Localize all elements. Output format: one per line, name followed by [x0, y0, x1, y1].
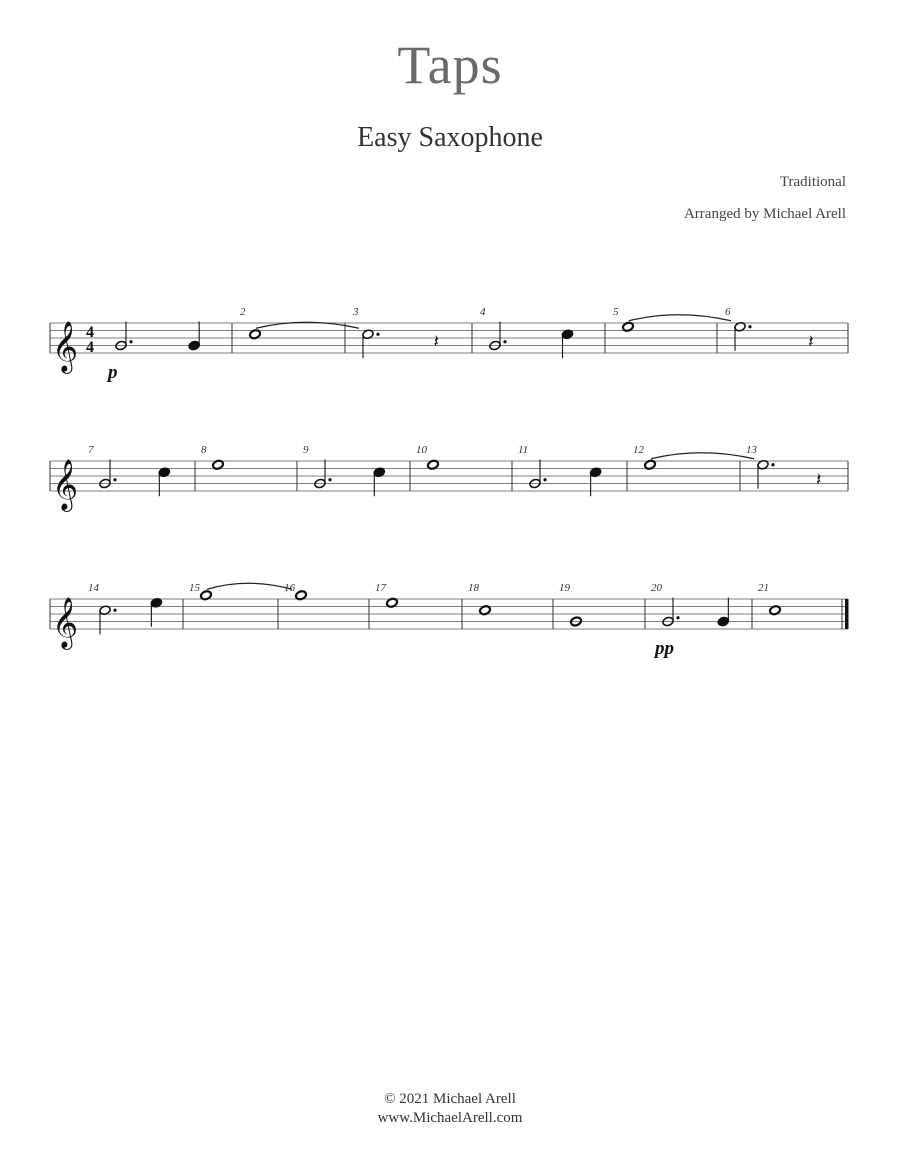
measure-number: 5	[613, 306, 619, 318]
measure-number: 3	[353, 306, 359, 318]
measure-number: 16	[284, 582, 295, 594]
treble-clef-icon: 𝄞	[52, 597, 79, 648]
augmentation-dot	[748, 325, 751, 328]
quarter-rest-icon: 𝄽	[433, 331, 440, 353]
augmentation-dot	[676, 616, 679, 619]
measure-number: 11	[518, 444, 529, 456]
measure-number: 19	[559, 582, 570, 594]
composer-credit: Traditional	[779, 174, 846, 190]
measure-number: 2	[240, 306, 246, 318]
dynamic-marking: pp	[655, 638, 674, 659]
treble-clef-icon: 𝄞	[52, 459, 79, 510]
augmentation-dot	[113, 478, 116, 481]
augmentation-dot	[503, 340, 506, 343]
measure-number: 12	[633, 444, 644, 456]
measure-number: 13	[746, 444, 757, 456]
quarter-rest-icon: 𝄽	[808, 331, 814, 353]
augmentation-dot	[771, 463, 774, 466]
measure-number: 9	[303, 444, 309, 456]
measure-number: 8	[201, 444, 207, 456]
measure-number: 20	[651, 582, 662, 594]
page-title: Taps	[397, 35, 503, 95]
quarter-rest-icon: 𝄽	[816, 469, 822, 491]
copyright-notice: © 2021 Michael Arell	[384, 1091, 516, 1107]
treble-clef-icon: 𝄞	[52, 321, 79, 372]
measure-number: 21	[758, 582, 769, 594]
note-head	[188, 340, 200, 351]
measure-number: 7	[88, 444, 94, 456]
measure-number: 18	[468, 582, 479, 594]
measure-number: 15	[189, 582, 200, 594]
augmentation-dot	[328, 478, 331, 481]
measure-number: 6	[725, 306, 731, 318]
page-footer	[0, 1090, 900, 1128]
note-head	[717, 616, 729, 627]
dynamic-marking: p	[108, 362, 118, 383]
tie	[651, 453, 754, 459]
measure-number: 14	[88, 582, 99, 594]
final-barline-thick	[845, 599, 849, 629]
augmentation-dot	[129, 340, 132, 343]
website-link: www.MichaelArell.com	[377, 1110, 523, 1126]
augmentation-dot	[113, 609, 116, 612]
augmentation-dot	[376, 333, 379, 336]
tie	[629, 315, 731, 321]
arranger-credit: Arranged by Michael Arell	[683, 206, 846, 222]
tie	[207, 583, 292, 589]
measure-number: 4	[480, 306, 486, 318]
page-subtitle: Easy Saxophone	[357, 122, 543, 153]
time-signature-top: 4	[86, 324, 94, 341]
measure-number: 17	[375, 582, 386, 594]
time-signature-bottom: 4	[86, 339, 94, 356]
measure-number: 10	[416, 444, 427, 456]
augmentation-dot	[543, 478, 546, 481]
